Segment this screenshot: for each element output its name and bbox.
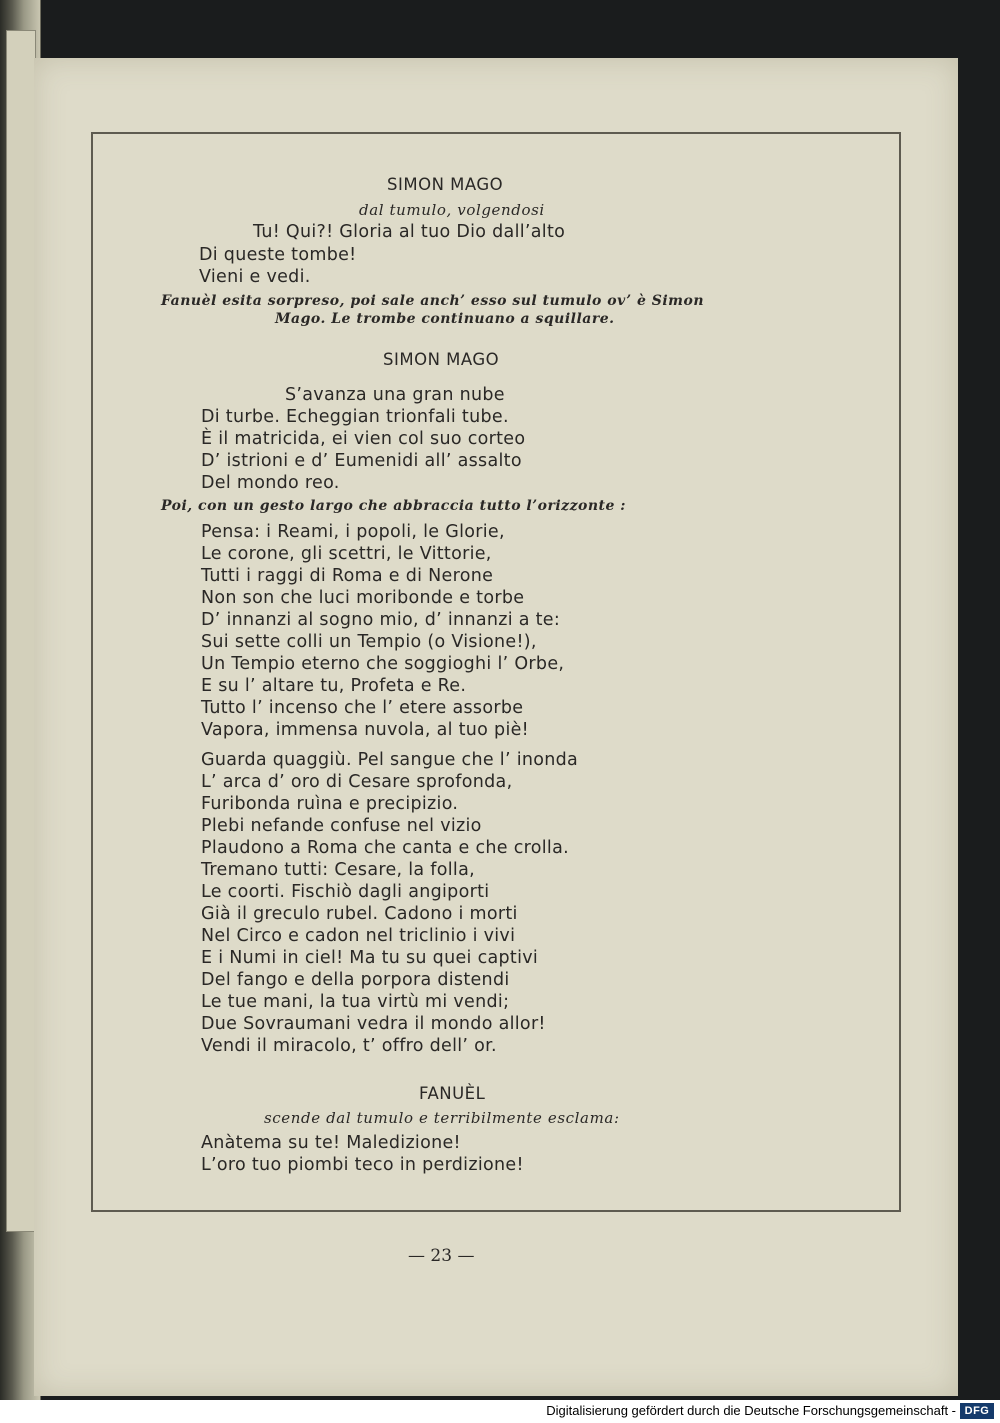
speaker-heading: SIMON MAGO	[387, 175, 504, 194]
speaker-heading: SIMON MAGO	[383, 350, 500, 369]
verse-line: Tu! Qui?! Gloria al tuo Dio dall’alto	[253, 222, 566, 242]
verse-line: Di queste tombe!	[199, 245, 357, 265]
verse-line: Furibonda ruìna e precipizio.	[201, 794, 459, 814]
verse-line: Sui sette colli un Tempio (o Visione!),	[201, 632, 537, 652]
verse-line: Già il greculo rubel. Cadono i morti	[201, 904, 518, 924]
stage-direction: scende dal tumulo e terribilmente esclama:	[264, 1109, 620, 1127]
verse-line: D’ istrioni e d’ Eumenidi all’ assalto	[201, 451, 522, 471]
stage-direction: dal tumulo, volgendosi	[359, 201, 545, 219]
verse-line: Due Sovraumani vedra il mondo allor!	[201, 1014, 546, 1034]
verse-line: Plaudono a Roma che canta e che crolla.	[201, 838, 569, 858]
verse-line: Del mondo reo.	[201, 473, 340, 493]
verse-line: Nel Circo e cadon nel triclinio i vivi	[201, 926, 516, 946]
verse-line: Guarda quaggiù. Pel sangue che l’ inonda	[201, 750, 579, 770]
verse-line: Plebi nefande confuse nel vizio	[201, 816, 482, 836]
verse-line: Del fango e della porpora distendi	[201, 970, 510, 990]
dfg-logo-icon: DFG	[960, 1403, 994, 1419]
verse-line: Vieni e vedi.	[199, 267, 311, 287]
verse-line: D’ innanzi al sogno mio, d’ innanzi a te:	[201, 610, 561, 630]
verse-line: Non son che luci moribonde e torbe	[201, 588, 525, 608]
stage-direction: Fanuèl esita sorpreso, poi sale anch’ esso sul tumulo ov’ è Simon	[161, 293, 705, 309]
verse-line: S’avanza una gran nube	[285, 385, 505, 405]
speaker-heading: FANUÈL	[419, 1084, 486, 1103]
verse-line: Vapora, immensa nuvola, al tuo piè!	[201, 720, 529, 740]
verse-line: Tremano tutti: Cesare, la folla,	[201, 860, 475, 880]
verse-line: Vendi il miracolo, t’ offro dell’ or.	[201, 1036, 497, 1056]
verse-line: Tutto l’ incenso che l’ etere assorbe	[201, 698, 524, 718]
verse-line: Un Tempio eterno che soggioghi l’ Orbe,	[201, 654, 565, 674]
verse-line: Tutti i raggi di Roma e di Nerone	[201, 566, 494, 586]
verse-line: Le corone, gli scettri, le Vittorie,	[201, 544, 492, 564]
page-number: — 23 —	[408, 1246, 475, 1266]
book-page	[34, 58, 958, 1396]
verse-line: L’oro tuo piombi teco in perdizione!	[201, 1155, 524, 1175]
verse-line: Le tue mani, la tua virtù mi vendi;	[201, 992, 510, 1012]
verse-line: Le coorti. Fischiò dagli angiporti	[201, 882, 490, 902]
verse-line: Anàtema su te! Maledizione!	[201, 1133, 461, 1153]
verse-line: E su l’ altare tu, Profeta e Re.	[201, 676, 467, 696]
verse-line: Pensa: i Reami, i popoli, le Glorie,	[201, 522, 505, 542]
verse-line: È il matricida, ei vien col suo corteo	[201, 429, 526, 449]
previous-page-sheet	[6, 30, 36, 1232]
verse-line: E i Numi in ciel! Ma tu su quei captivi	[201, 948, 539, 968]
funding-credit: Digitalisierung gefördert durch die Deutsche Forschungsgemeinschaft -	[546, 1403, 956, 1418]
verse-line: Di turbe. Echeggian trionfali tube.	[201, 407, 509, 427]
verse-line: L’ arca d’ oro di Cesare sprofonda,	[201, 772, 513, 792]
footer-bar	[0, 1400, 1000, 1423]
stage-direction: Poi, con un gesto largo che abbraccia tutto l’orizzonte :	[161, 498, 626, 514]
stage-direction: Mago. Le trombe continuano a squillare.	[275, 311, 615, 327]
